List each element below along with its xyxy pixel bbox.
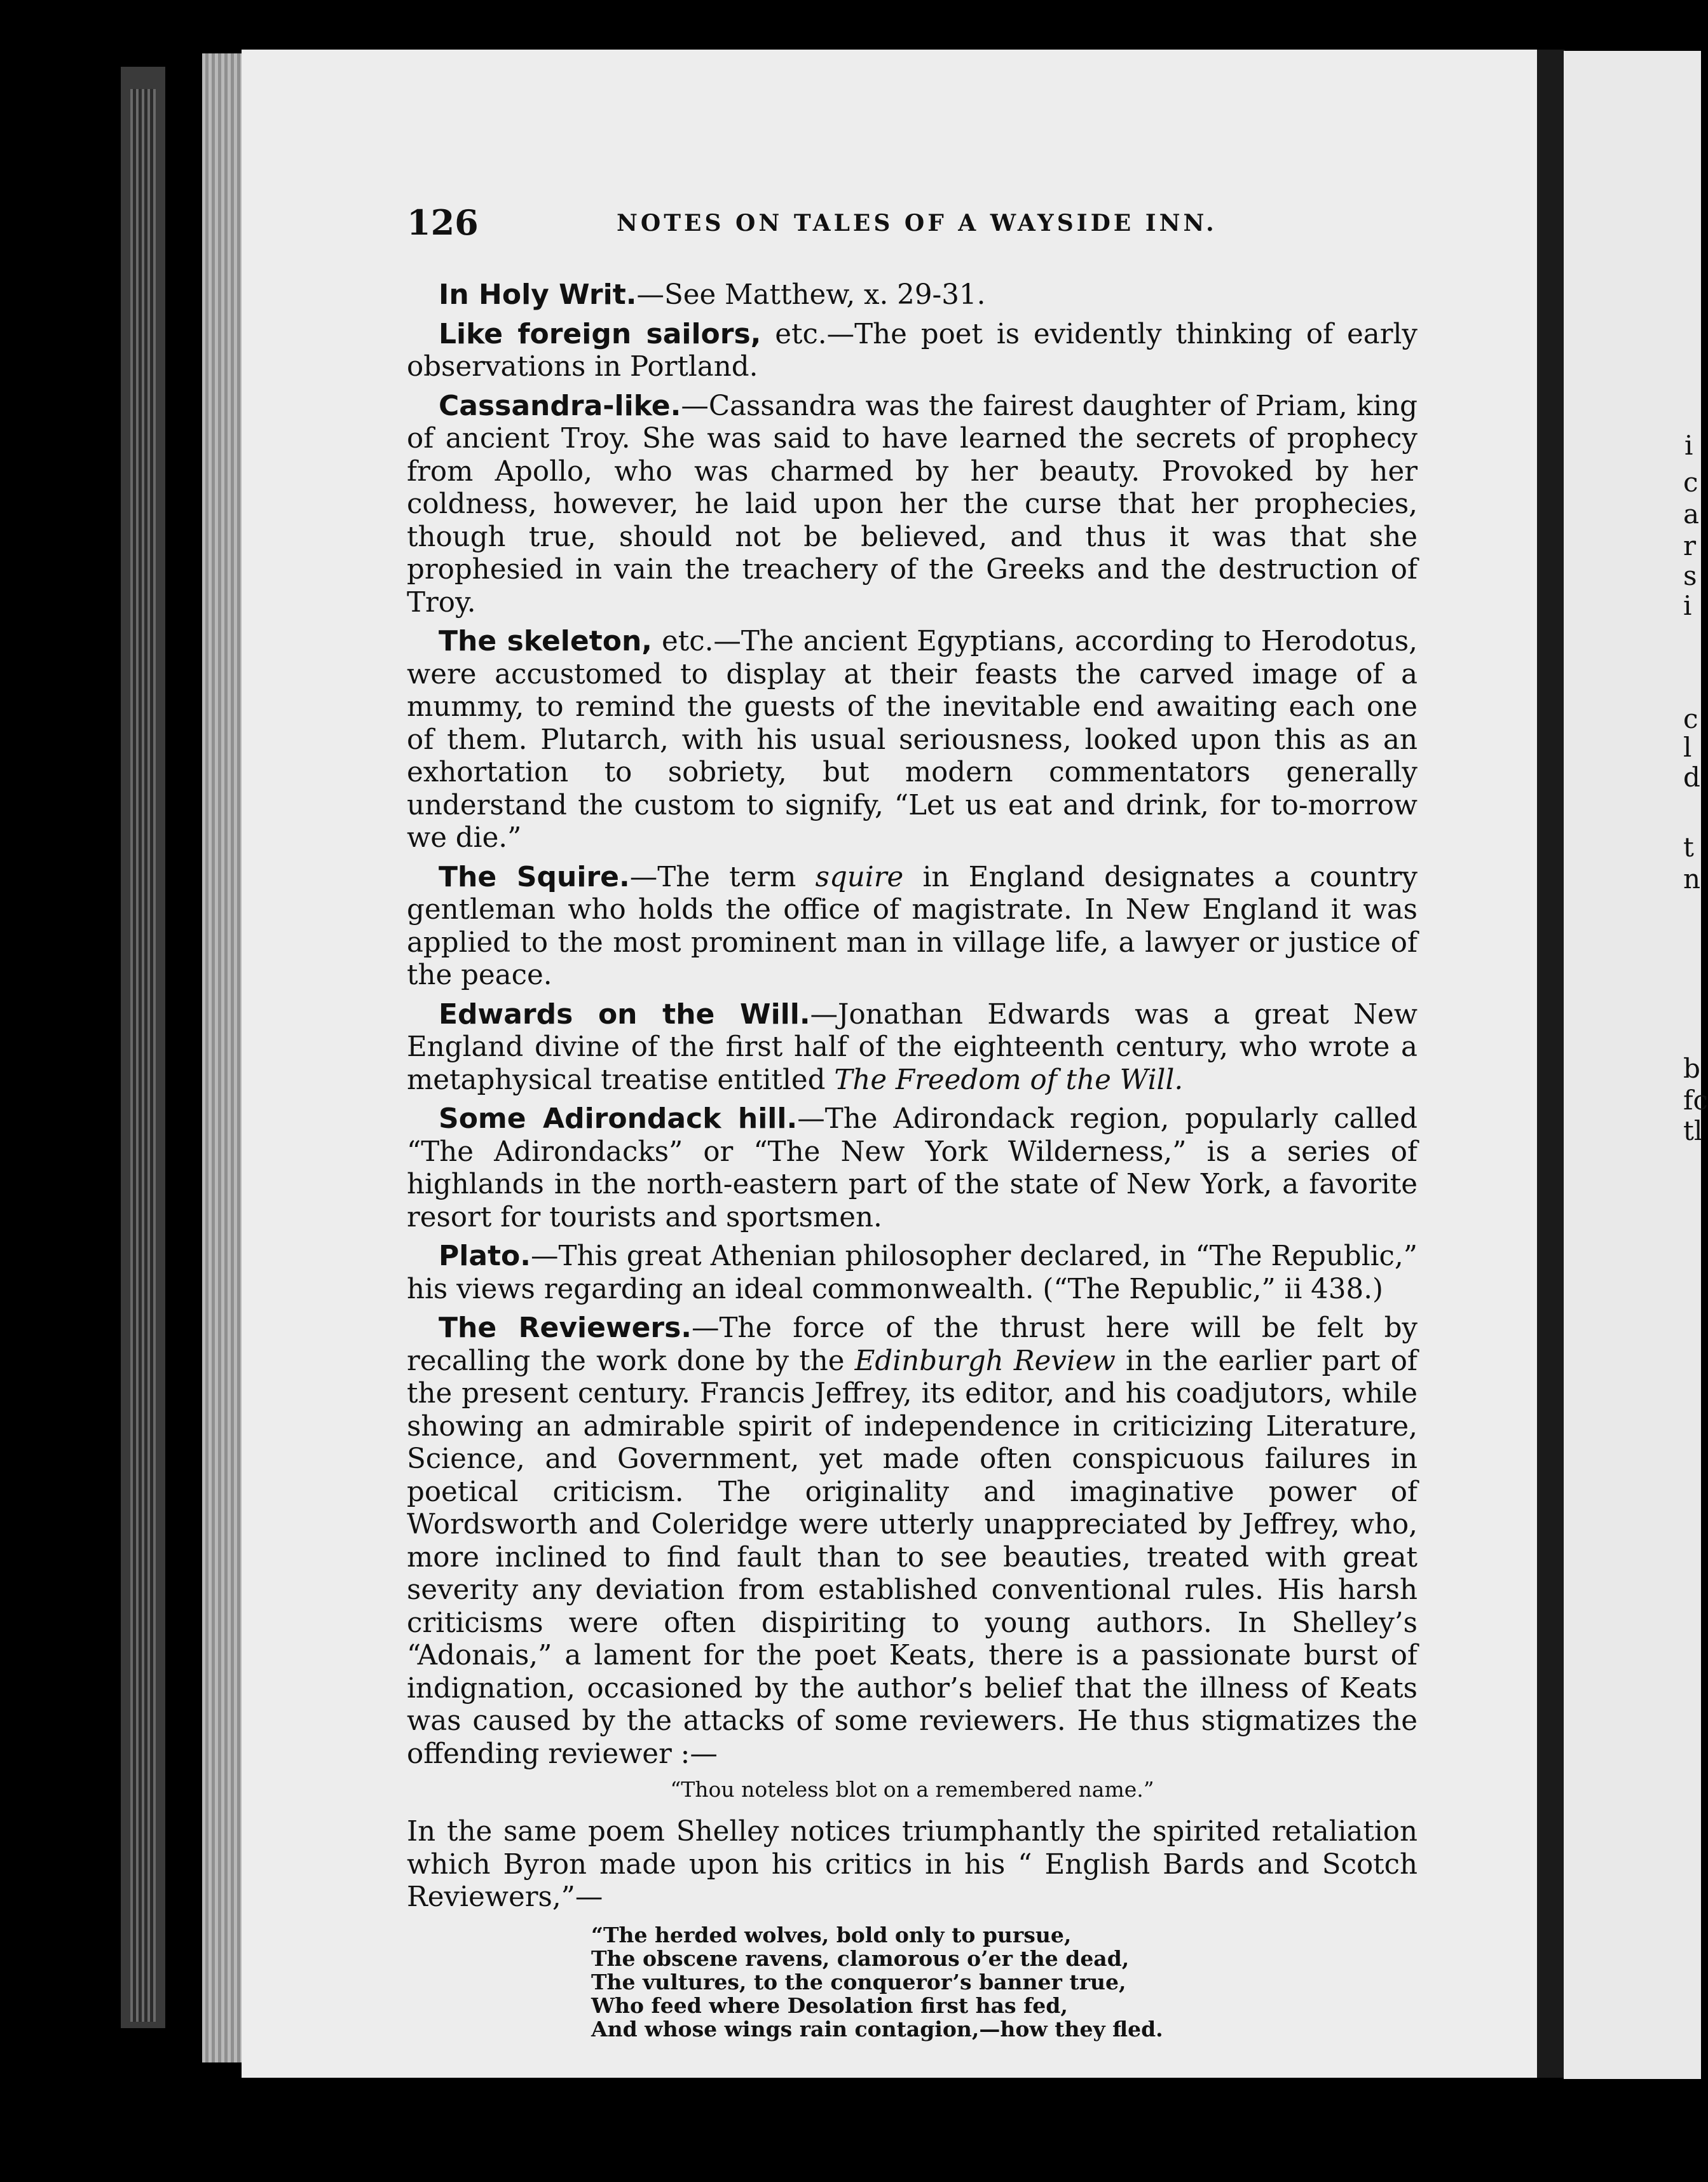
note-term: The Squire. <box>439 860 630 893</box>
note-entry <box>407 318 1418 384</box>
facing-page <box>1564 51 1701 2079</box>
note-italic: squire <box>815 861 904 893</box>
verse-line: “The herded wolves, bold only to pursue, <box>591 1922 1072 1947</box>
facing-fragment: t <box>1683 832 1694 863</box>
note-term: Plato. <box>439 1240 531 1272</box>
facing-fragment: c <box>1683 703 1698 734</box>
verse-line: And whose wings rain contagion,—how they fled. <box>591 2016 1163 2041</box>
note-term: In Holy Writ. <box>439 278 637 311</box>
facing-fragment: r <box>1683 530 1697 561</box>
running-title: NOTES ON TALES OF A WAYSIDE INN. <box>617 210 1217 237</box>
note-text: —Cassandra was the fairest daughter of Priam, king of ancient Troy. She was said to have learned the secrets of prophecy from Apollo, who was charmed by her beauty. Provoked by her coldness, however, he laid upon her the curse that her prophecies, though true, should not be believed, and thus it was that she prophesied in vain the treachery of the Greeks and the destruction of Troy. <box>407 390 1418 619</box>
note-text: etc.—The poet is evidently thinking of early observations in Portland. <box>407 318 1418 383</box>
note-text: etc.—The ancient Egyptians, according to Herodotus, were accustomed to display at their feasts the carved image of a mummy, to remind the guests of the inevitable end awaiting each one of them. Plutarch, with his usual seriousness, looked upon this as an exhortation to sobriety, but modern commentators generally understand the custom to signify, “Let us eat and drink, for to-morrow we die.” <box>407 626 1418 854</box>
note-text: —See Matthew, x. 29-31. <box>636 279 986 311</box>
facing-fragment: i <box>1684 430 1693 461</box>
note-entry <box>407 1240 1418 1306</box>
note-text: in England designates a country gentleman who holds the office of magistrate. In New England it was applied to the most prominent man in village life, a lawyer or justice of the peace. <box>407 861 1418 991</box>
quoted-line: “Thou noteless blot on a remembered name.” <box>670 1777 1154 1802</box>
facing-fragment: n <box>1683 863 1701 895</box>
note-entry <box>407 1102 1418 1234</box>
note-entry <box>407 625 1418 855</box>
note-term: Like foreign sailors, <box>439 317 762 350</box>
note-text-before: —The force of the thrust here will be felt by recalling the work done by the <box>407 1312 1418 1377</box>
verse-line: The vultures, to the conqueror’s banner true, <box>591 1969 1126 1994</box>
note-term: Some Adirondack hill. <box>439 1102 798 1135</box>
facing-fragment: a <box>1683 498 1700 530</box>
closing-paragraph: In the same poem Shelley notices triumphantly the spirited retaliation which Byron made upon his critics in his “ English Bards and Scotch Reviewers,”— <box>407 1816 1418 1913</box>
facing-page-text-fragments <box>1683 0 1708 2182</box>
note-entry <box>407 1312 1418 1771</box>
note-italic: Edinburgh Review <box>854 1345 1116 1377</box>
note-text: in the earlier part of the present century. Francis Jeffrey, its editor, and his coadjutors, while showing an admirable spirit of independence in criticizing Literature, Science, and Government, yet made often conspicuous failures in poetical criticism. The originality and imaginative power of Wordsworth and Coleridge were utterly unappreciated by Jeffrey, who, more inclined to find fault than to see beauties, treated with great severity any deviation from established conventional rules. His harsh criticisms were often dispiriting to young authors. In Shelley’s “Adonais,” a lament for the poet Keats, there is a passionate burst of indignation, occasioned by the author’s belief that the illness of Keats was caused by the attacks of some reviewers. He thus stigmatizes the offending reviewer :— <box>407 1345 1418 1770</box>
note-text-before: —The term <box>629 861 816 893</box>
book-gutter <box>1537 50 1565 2078</box>
verse-line: The obscene ravens, clamorous o’er the dead, <box>591 1945 1130 1971</box>
facing-fragment: d <box>1683 762 1700 793</box>
note-term: Edwards on the Will. <box>439 998 810 1031</box>
verse-quotation <box>591 1923 1418 2041</box>
note-entry <box>407 278 1418 312</box>
note-term: The Reviewers. <box>439 1312 692 1344</box>
facing-fragment: c <box>1683 467 1698 498</box>
page-body <box>407 278 1418 2041</box>
page-number: 126 <box>407 202 479 243</box>
verse-line: Who feed where Desolation first has fed, <box>591 1993 1068 2018</box>
note-entry <box>407 998 1418 1097</box>
facing-fragment: b <box>1683 1053 1700 1084</box>
note-text: —This great Athenian philosopher declared, in “The Republic,” his views regarding an ideal commonwealth. (“The Republic,” ii 438.) <box>407 1240 1418 1305</box>
facing-fragment: l <box>1683 732 1692 763</box>
book-spine-stripes <box>130 89 156 2022</box>
facing-fragment: i <box>1683 590 1692 621</box>
facing-fragment: fc <box>1683 1085 1708 1116</box>
note-text-before: —Jonathan Edwards was a great New England divine of the first half of the eighteenth century, who wrote a metaphysical treatise entitled <box>407 998 1418 1096</box>
facing-fragment: tl <box>1683 1115 1703 1146</box>
page-stack-edge <box>202 53 247 2062</box>
page-header <box>407 202 1424 247</box>
facing-fragment: s <box>1683 560 1697 591</box>
note-term: The skeleton, <box>439 625 653 657</box>
note-entry <box>407 861 1418 992</box>
note-entry <box>407 390 1418 620</box>
note-term: Cassandra-like. <box>439 389 681 422</box>
note-italic: The Freedom of the Will. <box>834 1064 1184 1096</box>
note-text: —The Adirondack region, popularly called “The Adirondacks” or “The New York Wilderness,” is a series of highlands in the north-eastern part of the state of New York, a favorite resort for tourists and sportsmen. <box>407 1103 1418 1233</box>
